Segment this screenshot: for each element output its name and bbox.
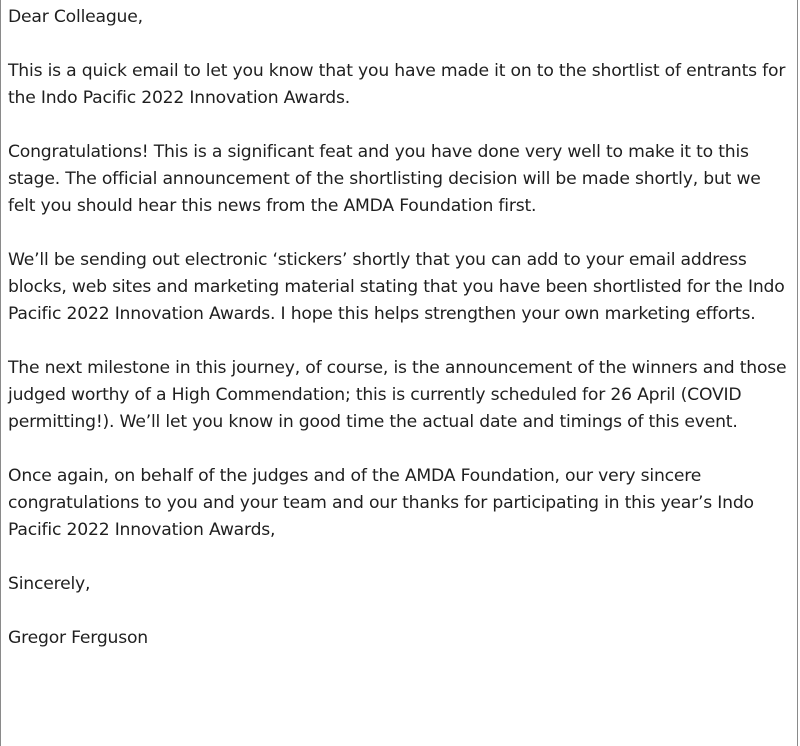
email-paragraph-shortlist: This is a quick email to let you know that you have made it on to the shortlist of entrants for the Indo Pacific 2022 Innovation Awards. xyxy=(8,61,786,108)
email-paragraph-congratulations: Congratulations! This is a significant feat and you have done very well to make it to this stage. The official announcement of the shortlisting decision will be made shortly, but we felt you should hear this news from the AMDA Foundation first. xyxy=(8,142,761,216)
email-paragraph-thanks: Once again, on behalf of the judges and of the AMDA Foundation, our very sincere congratulations to you and your team and our thanks for participating in this year’s Indo Pacific 2022 Innovation Awards, xyxy=(8,466,754,540)
email-body xyxy=(8,4,788,652)
email-greeting: Dear Colleague, xyxy=(8,7,143,27)
email-signature: Gregor Ferguson xyxy=(8,628,148,648)
email-paragraph-milestone: The next milestone in this journey, of course, is the announcement of the winners and those judged worthy of a High Commendation; this is currently scheduled for 26 April (COVID permitting!). We’ll let you know in good time the actual date and timings of this event. xyxy=(8,358,787,432)
email-paragraph-stickers: We’ll be sending out electronic ‘stickers’ shortly that you can add to your email address blocks, web sites and marketing material stating that you have been shortlisted for the Indo Pacific 2022 Innovation Awards. I hope this helps strengthen your own marketing efforts. xyxy=(8,250,785,324)
email-closing: Sincerely, xyxy=(8,574,91,594)
